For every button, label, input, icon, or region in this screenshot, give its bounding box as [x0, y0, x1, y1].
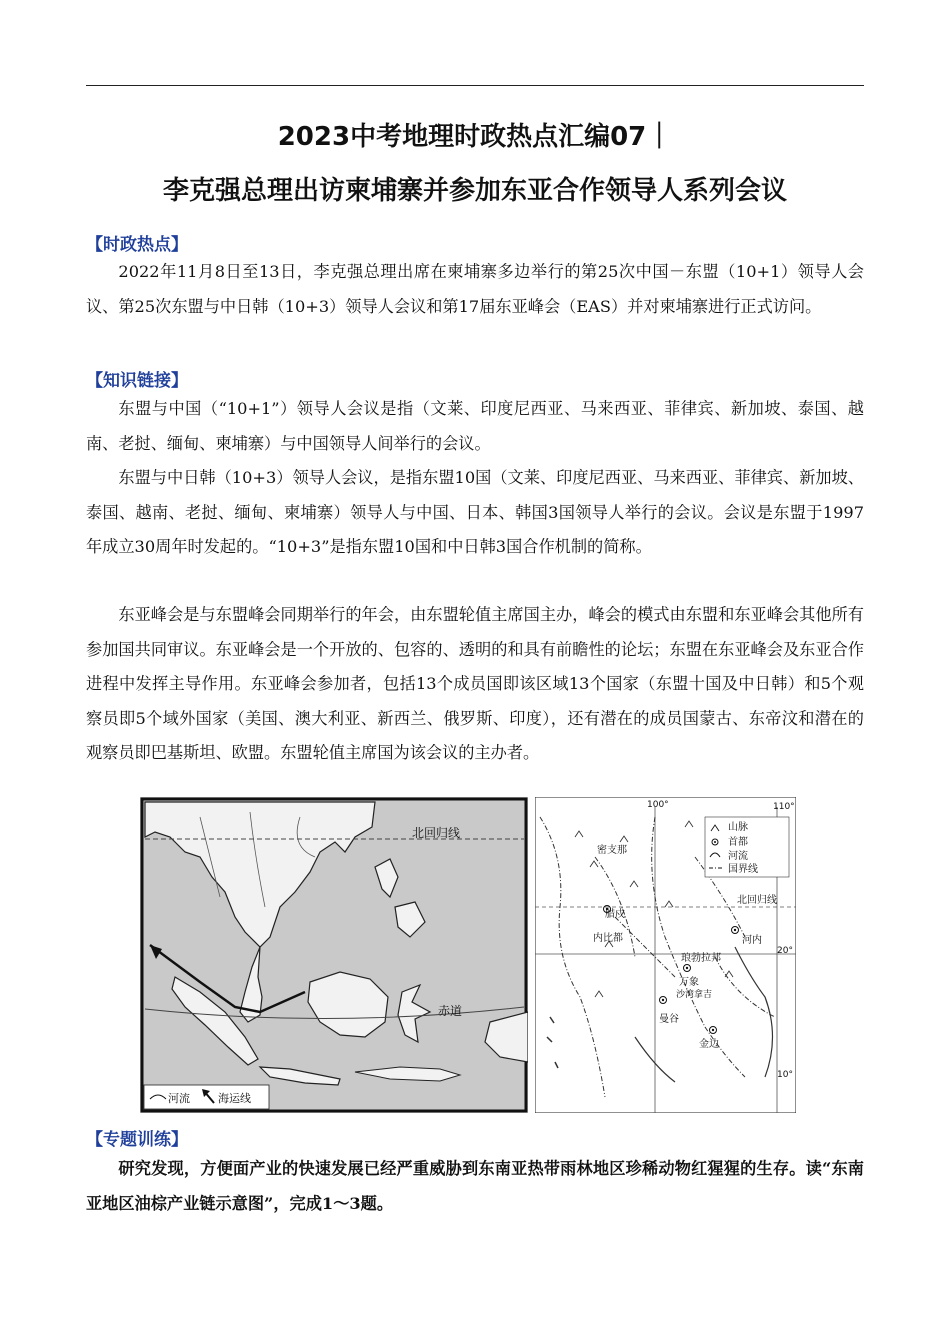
longitude-100-label: 100° — [647, 800, 669, 810]
legend-capital-label: 首都 — [728, 837, 748, 848]
legend-mountain-label: 山脉 — [728, 822, 748, 833]
equator-label: 赤道 — [438, 1004, 463, 1018]
city-phnompenh: 金边 — [699, 1039, 719, 1050]
legend-border-label: 国界线 — [728, 864, 758, 875]
training-paragraph: 研究发现，方便面产业的快速发展已经严重威胁到东南亚热带雨林地区珍稀动物红猩猩的生存。读“东南亚地区油棕产业链示意图”，完成1～3题。 — [86, 1159, 864, 1213]
section-heading-hot-topic: 【时政热点】 — [86, 235, 188, 255]
city-hanoi: 河内 — [742, 935, 762, 946]
city-bangkok: 曼谷 — [659, 1014, 679, 1025]
knowledge-paragraph-1: 东盟与中国（“10+1”）领导人会议是指（文莱、印度尼西亚、马来西亚、菲律宾、新加坡、泰国、越南、老挝、缅甸、柬埔寨）与中国领导人间举行的会议。 — [86, 399, 864, 453]
city-naypyidaw: 内比都 — [593, 933, 623, 944]
indochina-map — [535, 797, 796, 1113]
legend-river-label: 河流 — [168, 1092, 190, 1105]
section-heading-training: 【专题训练】 — [86, 1130, 188, 1150]
southeast-asia-map — [140, 797, 528, 1113]
knowledge-paragraph-3: 东亚峰会是与东盟峰会同期举行的年会，由东盟轮值主席国主办，峰会的模式由东盟和东亚峰会其他所有参加国共同审议。东亚峰会是一个开放的、包容的、透明的和具有前瞻性的论坛；东盟在东亚峰会及东亚合作进程中发挥主导作用。东亚峰会参加者，包括13个成员国即该区域13个国家（东盟十国及中日韩）和5个观察员即5个域外国家（美国、澳大利亚、新西兰、俄罗斯、印度），还有潜在的成员国蒙古、东帝汶和潜在的观察员即巴基斯坦、欧盟。东盟轮值主席国为该会议的主办者。 — [86, 605, 864, 763]
tropic-label-right: 北回归线 — [737, 895, 777, 906]
city-mitkyina: 密支那 — [597, 845, 627, 856]
city-savannakhet: 沙湾拿吉 — [676, 990, 713, 1000]
longitude-110-label: 110° — [773, 802, 795, 812]
page-title-line2: 李克强总理出访柬埔寨并参加东亚合作领导人系列会议 — [162, 176, 787, 206]
latitude-10-label: 10° — [777, 1070, 793, 1080]
city-vientiane: 万象 — [679, 977, 699, 988]
legend-river-label-right: 河流 — [728, 851, 748, 862]
legend-route-label: 海运线 — [218, 1092, 251, 1105]
city-yangon: 腊戍 — [605, 909, 625, 920]
section-heading-knowledge: 【知识链接】 — [86, 371, 188, 391]
hot-topic-paragraph: 2022年11月8日至13日，李克强总理出席在柬埔寨多边举行的第25次中国－东盟（10+1）领导人会议、第25次东盟与中日韩（10+3）领导人会议和第17届东亚峰会（EAS）并对柬埔寨进行正式访问。 — [86, 262, 864, 316]
page-title-line1: 2023中考地理时政热点汇编07｜ — [277, 122, 673, 152]
top-rule — [86, 85, 864, 86]
tropic-of-cancer-label: 北回归线 — [412, 826, 461, 840]
latitude-20-label: 20° — [777, 946, 793, 956]
knowledge-paragraph-2: 东盟与中日韩（10+3）领导人会议，是指东盟10国（文莱、印度尼西亚、马来西亚、菲律宾、新加坡、泰国、越南、老挝、缅甸、柬埔寨）领导人与中国、日本、韩国3国领导人举行的会议。会议是东盟于1997年成立30周年时发起的。“10+3”是指东盟10国和中日韩3国合作机制的简称。 — [86, 468, 864, 557]
city-luangprabang: 琅勃拉邦 — [681, 953, 721, 964]
